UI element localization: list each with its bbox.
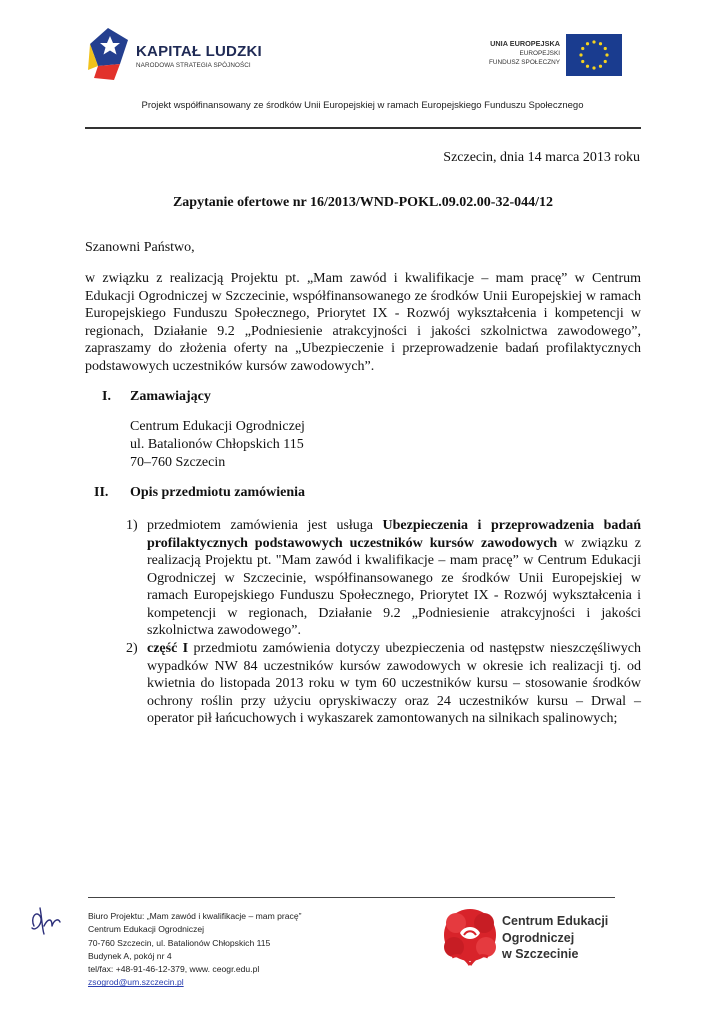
list-item-1-text-b: w związku z realizacją Projektu pt. "Mam zawód i kwalifikacje – mam pracę” w Centrum Edukacji Ogrodniczej w Szczecinie, współfinansowanego ze środków Unii Europejskiej w ramach Europejskiego Funduszu Społecznego, Priorytet IX - Rozwój wykształcenia i kompetencji w regionach, Działanie 9.2 „Podniesienie atrakcyjności i jakości szkolnictwa zawodowego”. xyxy=(147,535,641,638)
ceo-logo-text xyxy=(502,913,608,963)
letter-greeting: Szanowni Państwo, xyxy=(85,240,195,255)
contracting-party-address xyxy=(130,418,305,472)
eu-star-icon xyxy=(605,53,608,56)
eu-star-icon xyxy=(592,40,595,43)
footer-line: Biuro Projektu: „Mam zawód i kwalifikacje – mam pracę” xyxy=(88,911,302,921)
eu-logo-text xyxy=(466,34,560,76)
ceo-logo xyxy=(440,905,610,975)
eu-star-icon xyxy=(581,47,584,50)
address-line: 70–760 Szczecin xyxy=(130,455,226,470)
list-item-2-bold: część I xyxy=(147,641,189,656)
eu-star-icon xyxy=(599,42,602,45)
eu-esf-logo xyxy=(466,34,622,76)
eu-star-icon xyxy=(579,53,582,56)
project-office-contact xyxy=(88,910,301,990)
cofinancing-note: Projekt współfinansowany ze środków Unii Europejskiej w ramach Europejskiego Funduszu Społecznego xyxy=(141,100,584,111)
section-2-title: Opis przedmiotu zamówienia xyxy=(130,485,305,500)
footer-line: 70-760 Szczecin, ul. Batalionów Chłopskich 115 xyxy=(88,937,271,948)
list-item-2 xyxy=(147,640,641,728)
eu-logo-line-1: UNIA EUROPEJSKA xyxy=(490,39,560,48)
kapital-ludzki-logo xyxy=(86,26,276,84)
eu-flag-icon xyxy=(566,34,622,76)
ceo-logo-line: Centrum Edukacji xyxy=(502,914,609,928)
kapital-ludzki-subtitle: NARODOWA STRATEGIA SPÓJNOŚCI xyxy=(136,62,251,69)
letter-intro: w związku z realizacją Projektu pt. „Mam zawód i kwalifikacje – mam pracę” w Centrum Edukacji Ogrodniczej w Szczecinie, współfinansowanego ze środków Unii Europejskiej w ramach Europejskiego Funduszu Społecznego, Priorytet IX - Rozwój wykształcenia i kompetencji w regionach, Działanie 9.2 „Podniesienie atrakcyjności i jakości szkolnictwa zawodowego”, zapraszamy do złożenia oferty na „Ubezpieczenie i przeprowadzenie badań profilaktycznych podstawowych uczestników kursów zawodowych”. xyxy=(85,271,641,374)
eu-star-icon xyxy=(604,47,607,50)
address-line: Centrum Edukacji Ogrodniczej xyxy=(130,419,305,434)
header-divider xyxy=(85,127,641,129)
kapital-ludzki-emblem-icon xyxy=(86,26,130,82)
list-item-1-text-a: przedmiotem zamówienia jest usługa xyxy=(147,518,383,533)
footer-line: tel/fax: +48-91-46-12-379, www. ceogr.edu.pl xyxy=(88,964,260,975)
eu-star-icon xyxy=(581,60,584,63)
footer-line: Budynek A, pokój nr 4 xyxy=(88,950,172,961)
eu-logo-line-3: FUNDUSZ SPOŁECZNY xyxy=(488,59,560,66)
address-line: ul. Batalionów Chłopskich 115 xyxy=(130,437,304,452)
footer-line: Centrum Edukacji Ogrodniczej xyxy=(88,924,205,935)
list-item-2-text: przedmiotu zamówienia dotyczy ubezpieczenia od następstw nieszczęśliwych wypadków NW 84 uczestników kursów zawodowych w okresie ich realizacji tj. od kwietnia do listopada 2013 roku w tym 60 uczestników kursu – stosowanie środków ochrony roślin przy użyciu opryskiwaczy oraz 24 uczestników kursu – Drwal – operator pił łańcuchowych i wykaszarek zamontowanych na silnikach spalinowych; xyxy=(147,641,641,726)
letter-date: Szczecin, dnia 14 marca 2013 roku xyxy=(443,150,640,165)
kapital-ludzki-title: KAPITAŁ LUDZKI xyxy=(136,43,262,60)
list-item-1-number: 1) xyxy=(126,518,138,533)
letter-subject: Zapytanie ofertowe nr 16/2013/WND-POKL.09.02.00-32-044/12 xyxy=(172,195,554,210)
eu-logo-line-2: EUROPEJSKI xyxy=(519,50,560,57)
section-1-number: I. xyxy=(102,389,111,404)
footer-divider xyxy=(88,897,615,898)
rose-flower-icon xyxy=(440,905,500,967)
ceo-logo-line: Ogrodniczej xyxy=(502,930,575,945)
eu-star-icon xyxy=(592,66,595,69)
ceo-logo-line: w Szczecinie xyxy=(502,947,579,961)
list-item-1-bold: Ubezpieczenia i przeprowadzenia badań profilaktycznych podstawowych uczestników kursów zawodowych xyxy=(147,518,641,551)
eu-star-icon xyxy=(586,65,589,68)
contact-email-link[interactable]: zsogrod@um.szczecin.pl xyxy=(88,977,184,988)
list-item-1 xyxy=(147,517,641,640)
eu-star-icon xyxy=(586,42,589,45)
handwritten-signature xyxy=(26,904,64,938)
eu-star-icon xyxy=(599,65,602,68)
section-1-title: Zamawiający xyxy=(130,389,211,404)
section-2-number: II. xyxy=(94,485,109,500)
list-item-2-number: 2) xyxy=(126,641,138,656)
eu-star-icon xyxy=(604,60,607,63)
